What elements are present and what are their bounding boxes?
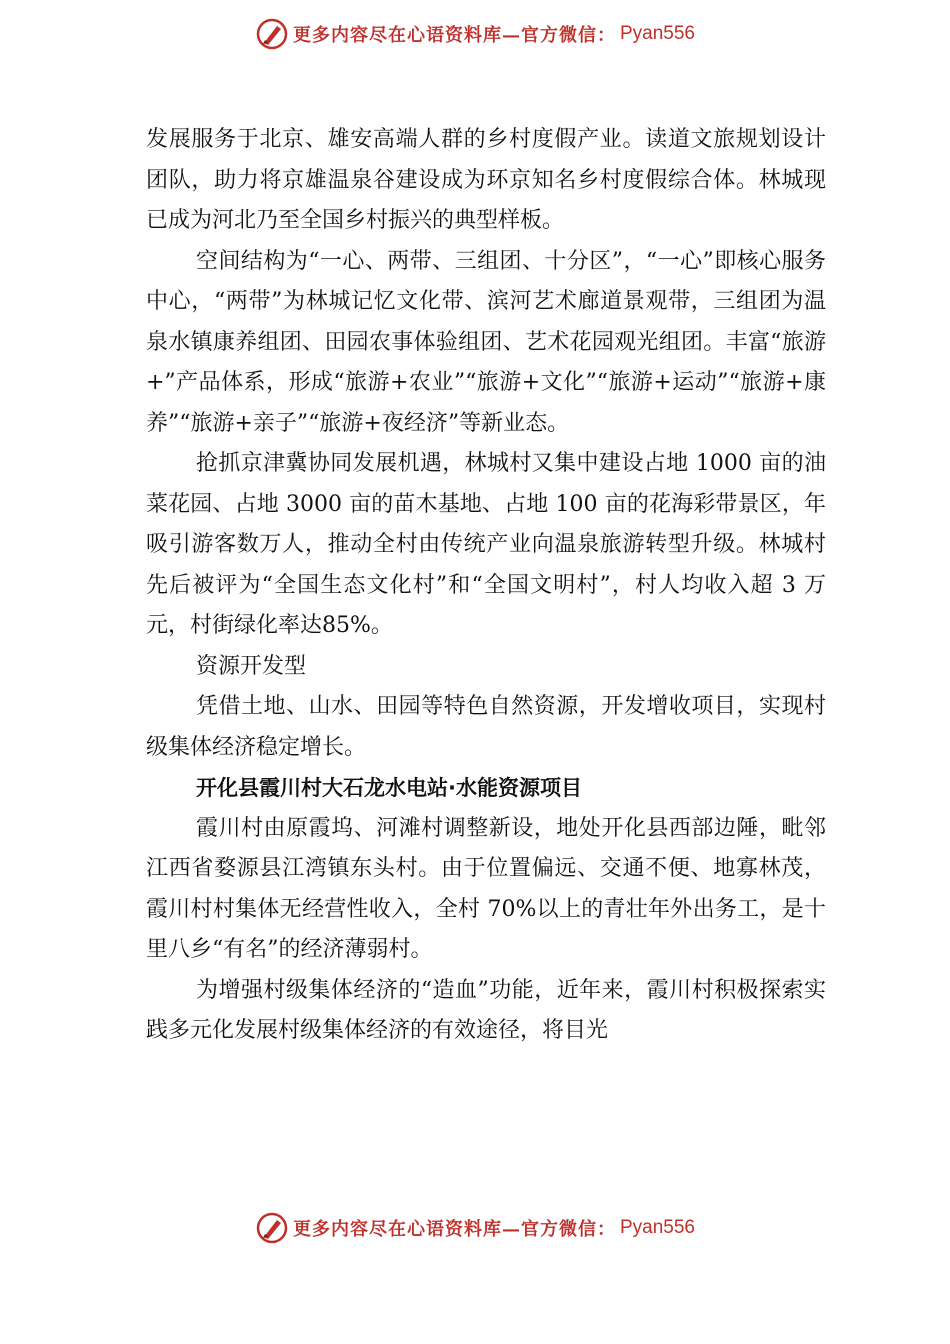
paragraph-7: 为增强村级集体经济的“造血”功能，近年来，霞川村积极探索实践多元化发展村级集体经济的有效途径，将目光	[146, 977, 826, 1043]
pen-nib-circle-icon	[255, 17, 289, 51]
footer-wechat-id: Pyan556	[619, 1217, 695, 1238]
section-label: 资源开发型	[196, 653, 307, 679]
paragraph-5: 凭借土地、山水、田园等特色自然资源，开发增收项目，实现村级集体经济稳定增长。	[146, 694, 826, 760]
footer-banner-text: 更多内容尽在心语资料库—官方微信：	[292, 1219, 616, 1240]
paragraph-1: 发展服务于北京、雄安高端人群的乡村度假产业。读道文旅规划设计团队，助力将京雄温泉谷建设成为环京知名乡村度假综合体。林城现已成为河北乃至全国乡村振兴的典型样板。	[146, 127, 826, 233]
pen-nib-circle-icon	[255, 1211, 289, 1245]
paragraph-2: 空间结构为“一心、两带、三组团、十分区”，“一心”即核心服务中心，“两带”为林城记忆文化带、滨河艺术廊道景观带，三组团为温泉水镇康养组团、田园农事体验组团、艺术花园观光组团。丰富“旅游+”产品体系，形成“旅游+农业”“旅游+文化”“旅游+运动”“旅游+康养”“旅游+亲子”“旅游+夜经济”等新业态。	[146, 248, 826, 436]
paragraph-6: 霞川村由原霞坞、河滩村调整新设，地处开化县西部边陲，毗邻江西省婺源县江湾镇东头村。由于位置偏远、交通不便、地寡林茂，霞川村村集体无经营性收入，全村 70%以上的青壮年外出务工，是十里八乡“有名”的经济薄弱村。	[146, 815, 826, 962]
header-wechat-id: Pyan556	[619, 23, 695, 44]
footer-banner	[0, 1208, 950, 1248]
paragraph-3: 抢抓京津冀协同发展机遇，林城村又集中建设占地 1000 亩的油菜花园、占地 3000 亩的苗木基地、占地 100 亩的花海彩带景区，年吸引游客数万人，推动全村由传统产业向温泉旅游转型升级。林城村先后被评为“全国生态文化村”和“全国文明村”，村人均收入超 3 万元，村街绿化率达85%。	[146, 451, 826, 638]
header-banner	[0, 14, 950, 54]
section-heading: 开化县霞川村大石龙水电站·水能资源项目	[196, 776, 582, 800]
header-banner-text: 更多内容尽在心语资料库—官方微信：	[292, 25, 616, 46]
document-body	[146, 120, 826, 1052]
